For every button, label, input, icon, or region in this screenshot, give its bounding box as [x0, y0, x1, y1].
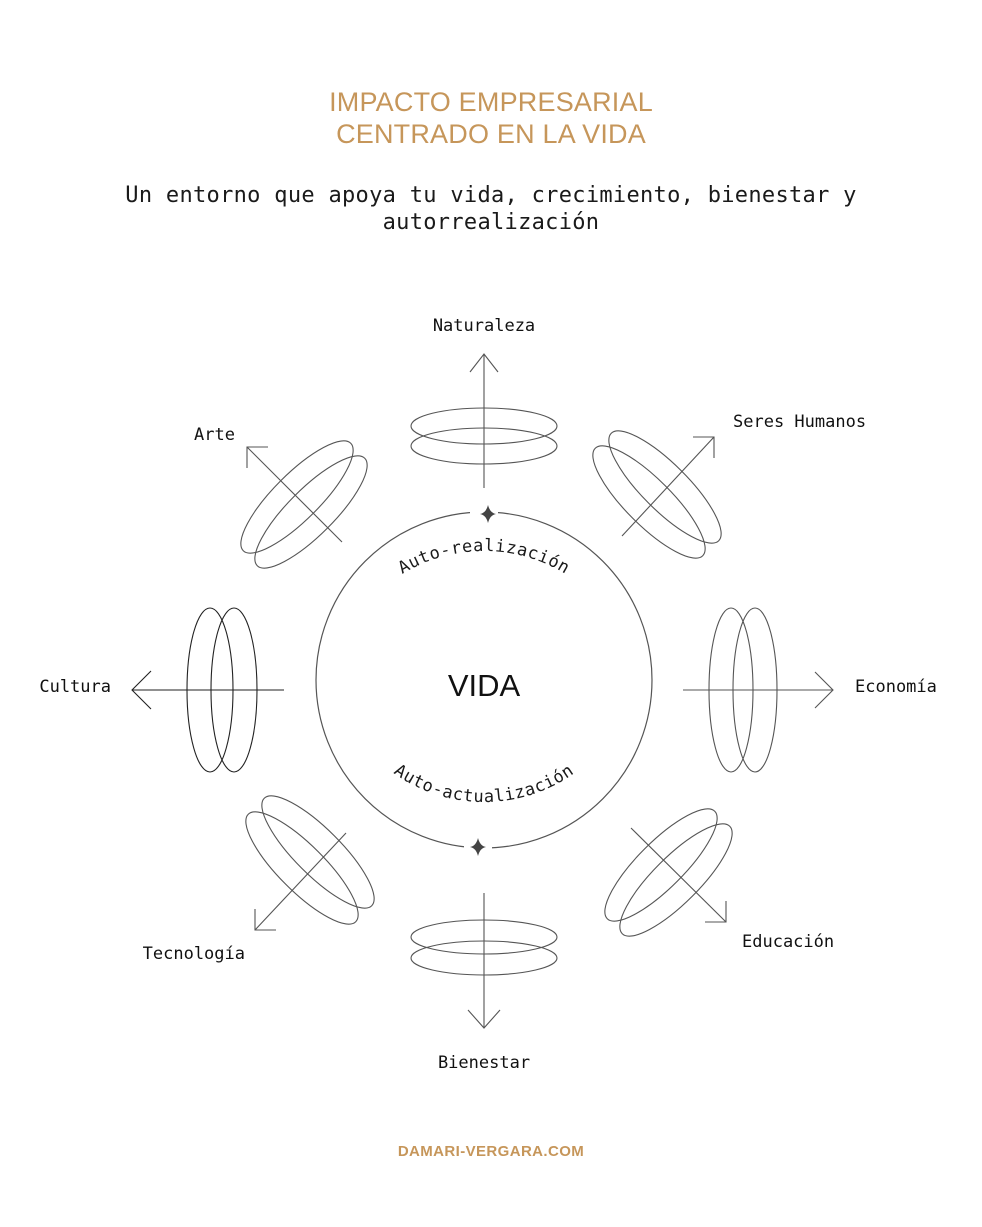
branch-bienestar — [411, 893, 557, 1028]
label-seres-humanos: Seres Humanos — [733, 412, 867, 432]
arc-label-auto-realizacion: Auto-realización — [394, 535, 574, 579]
branch-seres-humanos — [579, 417, 735, 572]
arc-label-auto-actualizacion: Auto-actualización — [390, 760, 578, 808]
label-economia: Economía — [855, 677, 937, 697]
page-subtitle: Un entorno que apoya tu vida, crecimiento, bienestar y autorrealización — [125, 183, 857, 235]
branch-tecnologia — [232, 782, 388, 938]
branch-economia — [683, 608, 833, 772]
label-bienestar: Bienestar — [437, 1053, 531, 1073]
label-educacion: Educación — [742, 932, 835, 952]
title-line-2: CENTRADO EN LA VIDA — [336, 119, 646, 149]
branch-arte — [227, 427, 381, 582]
branch-naturaleza — [411, 354, 557, 488]
branch-educacion — [591, 795, 746, 950]
title-line-1: IMPACTO EMPRESARIAL — [329, 87, 653, 117]
label-naturaleza: Naturaleza — [432, 316, 536, 336]
center-label-vida: VIDA — [447, 668, 521, 703]
label-cultura: Cultura — [39, 677, 111, 697]
label-tecnologia: Tecnología — [142, 944, 245, 964]
branch-cultura — [132, 608, 284, 772]
footer-site[interactable]: DAMARI-VERGARA.COM — [397, 1143, 585, 1160]
label-arte: Arte — [194, 425, 235, 445]
